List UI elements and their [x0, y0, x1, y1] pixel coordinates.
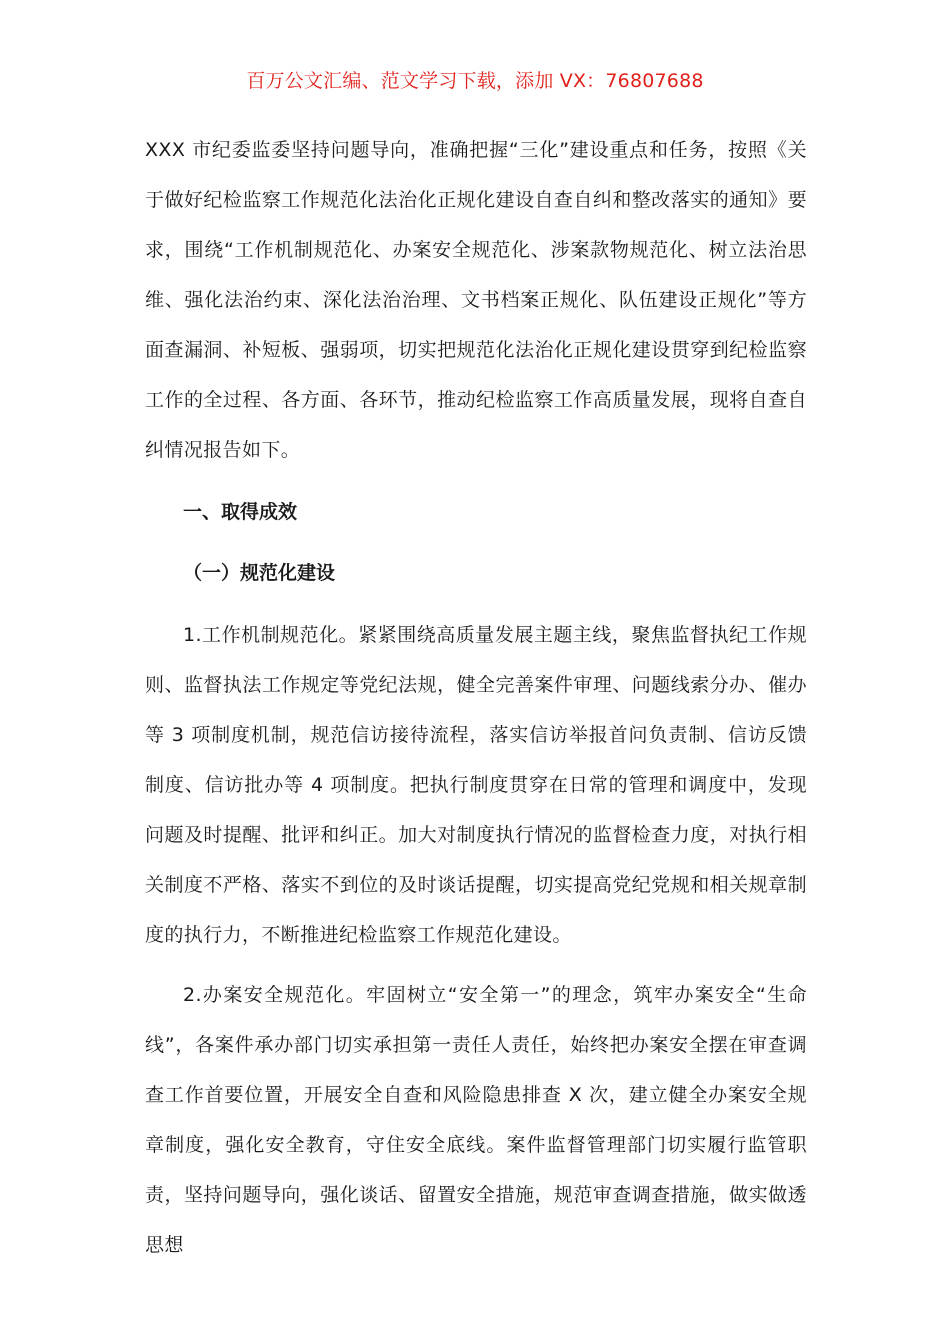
intro-paragraph: XXX 市纪委监委坚持问题导向，准确把握“三化”建设重点和任务，按照《关于做好纪检监察工作规范化法治化正规化建设自查自纠和整改落实的通知》要求，围绕“工作机制规范化、办案安全规范化、涉案款物规范化、树立法治思维、强化法治约束、深化法治治理、文书档案正规化、队伍建设正规化”等方面查漏洞、补短板、强弱项，切实把规范化法治化正规化建设贯穿到纪检监察工作的全过程、各方面、各环节，推动纪检监察工作高质量发展，现将自查自纠情况报告如下。 [145, 139, 807, 461]
section-heading: 一、取得成效 [183, 501, 298, 523]
subsection-heading: （一）规范化建设 [183, 562, 336, 584]
paragraph-work-mechanism: 1.工作机制规范化。紧紧围绕高质量发展主题主线，聚焦监督执纪工作规则、监督执法工作规定等党纪法规，健全完善案件审理、问题线索分办、催办等 3 项制度机制，规范信访接待流程，落实信访举报首问负责制、信访反馈制度、信访批办等 4 项制度。把执行制度贯穿在日常的管理和调度中，发现问题及时提醒、批评和纠正。加大对制度执行情况的监督检查力度，对执行相关制度不严格、落实不到位的及时谈话提醒，切实提高党纪党规和相关规章制度的执行力，不断推进纪检监察工作规范化建设。 [145, 624, 807, 946]
header-banner: 百万公文汇编、范文学习下载，添加 VX：76807688 [246, 70, 704, 92]
paragraph-case-safety: 2.办案安全规范化。牢固树立“安全第一”的理念，筑牢办案安全“生命线”，各案件承办部门切实承担第一责任人责任，始终把办案安全摆在审查调查工作首要位置，开展安全自查和风险隐患排查 X 次，建立健全办案安全规章制度，强化安全教育，守住安全底线。案件监督管理部门切实履行监管职责，坚持问题导向，强化谈话、留置安全措施，规范审查调查措施，做实做透思想 [145, 984, 807, 1256]
